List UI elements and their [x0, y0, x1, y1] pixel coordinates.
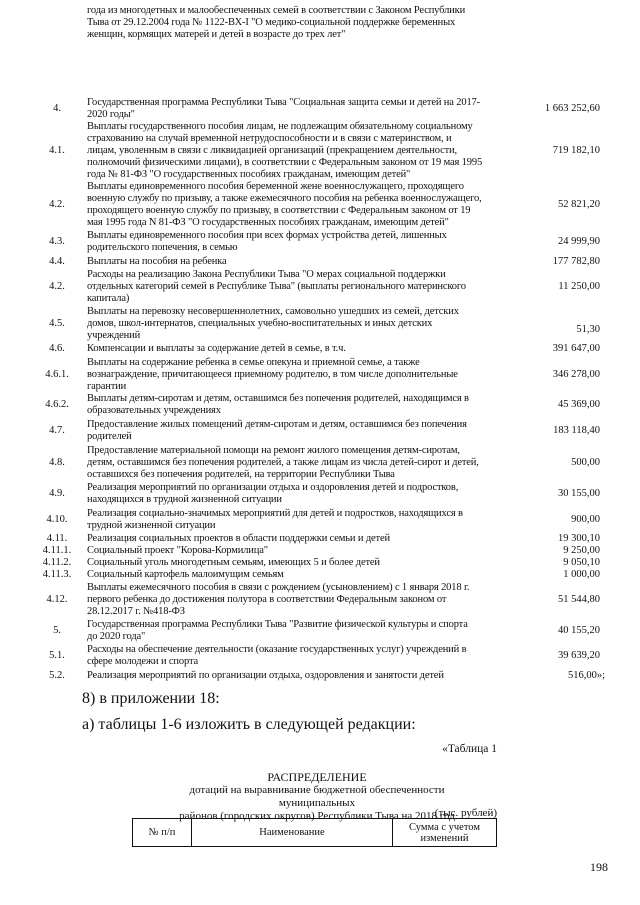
row-amount: 24 999,90 [558, 236, 600, 247]
row-amount: 52 821,20 [558, 199, 600, 210]
row-description: Предоставление жилых помещений детям-сиротам и детям, оставшимся без попечения родителей [87, 419, 467, 442]
amendment-subitem-a: а) таблицы 1-6 изложить в следующей редакции: [82, 716, 416, 733]
row-amount: 346 278,00 [552, 369, 600, 380]
row-description: Реализация социальных проектов в области поддержки семьи и детей [87, 533, 390, 544]
row-amount: 19 300,10 [558, 533, 600, 544]
heading-line-1: дотаций на выравнивание бюджетной обеспеченности муниципальных [189, 784, 445, 809]
row-amount: 51,30 [576, 324, 600, 335]
row-amount: 1 663 252,60 [544, 103, 600, 114]
row-number: 4.6. [49, 343, 65, 354]
row-description: Выплаты единовременного пособия беременной жене военнослужащего, проходящего военную службу по призыву, а также ежемесячного пособия на ребенка военнослужащего, проходящего военную службу по призыву, в соответствии с Федеральным законом от 19 мая 1995 года N 81-ФЗ "О государственных пособиях гражданам, имеющим детей" [87, 181, 482, 228]
row-amount: 9 250,00 [563, 545, 600, 556]
row-number: 4.12. [46, 594, 68, 605]
row-number: 4.11.1. [42, 545, 72, 556]
row-number: 4.8. [49, 457, 65, 468]
row-number: 4.11.3. [42, 569, 72, 580]
heading-title: РАСПРЕДЕЛЕНИЕ [267, 770, 367, 784]
row-amount: 1 000,00 [563, 569, 600, 580]
row-number: 4. [53, 103, 61, 114]
row-description: Реализация социально-значимых мероприятий для детей и подростков, находящихся в трудной жизненной ситуации [87, 508, 463, 531]
row-description: Выплаты детям-сиротам и детям, оставшимся без попечения родителей, находящимся в образовательных учреждениях [87, 393, 469, 416]
table-marker: «Таблица 1 [442, 743, 497, 755]
row-amount: 45 369,00 [558, 399, 600, 410]
row-description: Социальный картофель малоимущим семьям [87, 569, 284, 580]
row-description: Государственная программа Республики Тыва "Развитие физической культуры и спорта до 2020 года" [87, 619, 468, 642]
row-amount: 51 544,80 [558, 594, 600, 605]
row-number: 4.9. [49, 488, 65, 499]
distribution-heading [160, 771, 474, 823]
row-number: 4.11. [46, 533, 68, 544]
row-amount: 500,00 [571, 457, 600, 468]
row-number: 4.11.2. [42, 557, 72, 568]
page-number: 198 [590, 860, 608, 874]
row-description: Выплаты ежемесячного пособия в связи с рождением (усыновлением) с 1 января 2018 г. первого ребенка до достижения полутора в соответствии Федеральным законом от 28.12.2017 г. №418-ФЗ [87, 582, 470, 617]
row-description: Расходы на реализацию Закона Республики Тыва "О мерах социальной поддержки отдельных категорий семей в Республике Тыва" (выплаты регионального материнского капитала) [87, 269, 466, 304]
amendment-item-8: 8) в приложении 18: [82, 690, 220, 707]
row-description: Компенсации и выплаты за содержание детей в семье, в т.ч. [87, 343, 346, 354]
row-description: Выплаты на перевозку несовершеннолетних, самовольно ушедших из семей, детских домов, школ-интернатов, специальных учебно-воспитательных и иных детских учреждений [87, 306, 459, 341]
header-col-sum: Сумма с учетом изменений [409, 821, 480, 844]
row-description: Социальный уголь многодетным семьям, имеющих 5 и более детей [87, 557, 380, 568]
row-description: Выплаты на пособия на ребенка [87, 256, 227, 267]
row-number: 5.1. [49, 650, 65, 661]
row-description: Государственная программа Республики Тыва "Социальная защита семьи и детей на 2017- 2020 годы" [87, 97, 480, 120]
row-amount: 719 182,10 [552, 145, 600, 156]
heading-line-2: районов (городских округов) Республики Тыва на 2018 год [179, 810, 455, 822]
row-amount: 391 647,00 [552, 343, 600, 354]
row-description: Предоставление материальной помощи на ремонт жилого помещения детям-сиротам, детям, оставшимся без попечения родителей, а также лицам из числа детей-сирот и детей, оставшихся без попечения родителей, на территории Республики Тыва [87, 445, 479, 480]
header-col-name: Наименование [192, 819, 393, 846]
row-number: 5. [53, 625, 61, 636]
row-amount: 177 782,80 [552, 256, 600, 267]
row-number: 4.7. [49, 425, 65, 436]
row-amount: 900,00 [571, 514, 600, 525]
row-number: 4.6.2. [45, 399, 69, 410]
row-number: 4.4. [49, 256, 65, 267]
header-col-number: № п/п [133, 819, 192, 846]
row-amount: 40 155,20 [558, 625, 600, 636]
row-number: 4.2. [49, 199, 65, 210]
row-number: 4.3. [49, 236, 65, 247]
row-number: 4.1. [49, 145, 65, 156]
row-description: Выплаты единовременного пособия при всех формах устройства детей, лишенных родительского попечения, в семью [87, 230, 447, 253]
row-number: 4.2. [49, 281, 65, 292]
units-label: (тыс. рублей) [434, 807, 497, 819]
row-amount: 39 639,20 [558, 650, 600, 661]
row-amount: 516,00»; [567, 670, 605, 681]
row-number: 4.5. [49, 318, 65, 329]
row-amount: 11 250,00 [558, 281, 600, 292]
row-description: Расходы на обеспечение деятельности (оказание государственных услуг) учреждений в сфере молодежи и спорта [87, 644, 467, 667]
row-number: 4.6.1. [45, 369, 69, 380]
row-amount: 9 050,10 [563, 557, 600, 568]
row-description: Социальный проект "Корова-Кормилица" [87, 545, 268, 556]
row-amount: 30 155,00 [558, 488, 600, 499]
row-description: Выплаты на содержание ребенка в семье опекуна и приемной семье, а также вознаграждение, причитающееся приемному родителю, в том числе дополнительные гарантии [87, 357, 458, 392]
row-number: 4.10. [46, 514, 68, 525]
row-description: Реализация мероприятий по организации отдыха, оздоровления и занятости детей [87, 670, 444, 681]
row-amount: 183 118,40 [553, 425, 600, 436]
row-description: года из многодетных и малообеспеченных семей в соответствии с Законом Республики Тыва от 29.12.2004 года № 1122-ВХ-I "О медико-социальной поддержке беременных женщин, кормящих матерей и детей в возрасте до трех лет" [87, 5, 466, 40]
row-description: Реализация мероприятий по организации отдыха и оздоровления детей и подростков, находящихся в трудной жизненной ситуации [87, 482, 459, 505]
distribution-table-header [132, 818, 497, 847]
row-number: 5.2. [49, 670, 65, 681]
row-description: Выплаты государственного пособия лицам, не подлежащим обязательному социальному страхованию на случай временной нетрудоспособности и в связи с материнством, и лицам, уволенным в связи с ликвидацией организаций (прекращением деятельности, полномочий физическими лицами), в соответствии с Федеральным законом от 19 мая 1995 года № 81-ФЗ "О государственных пособиях гражданам, имеющим детей" [87, 121, 483, 180]
